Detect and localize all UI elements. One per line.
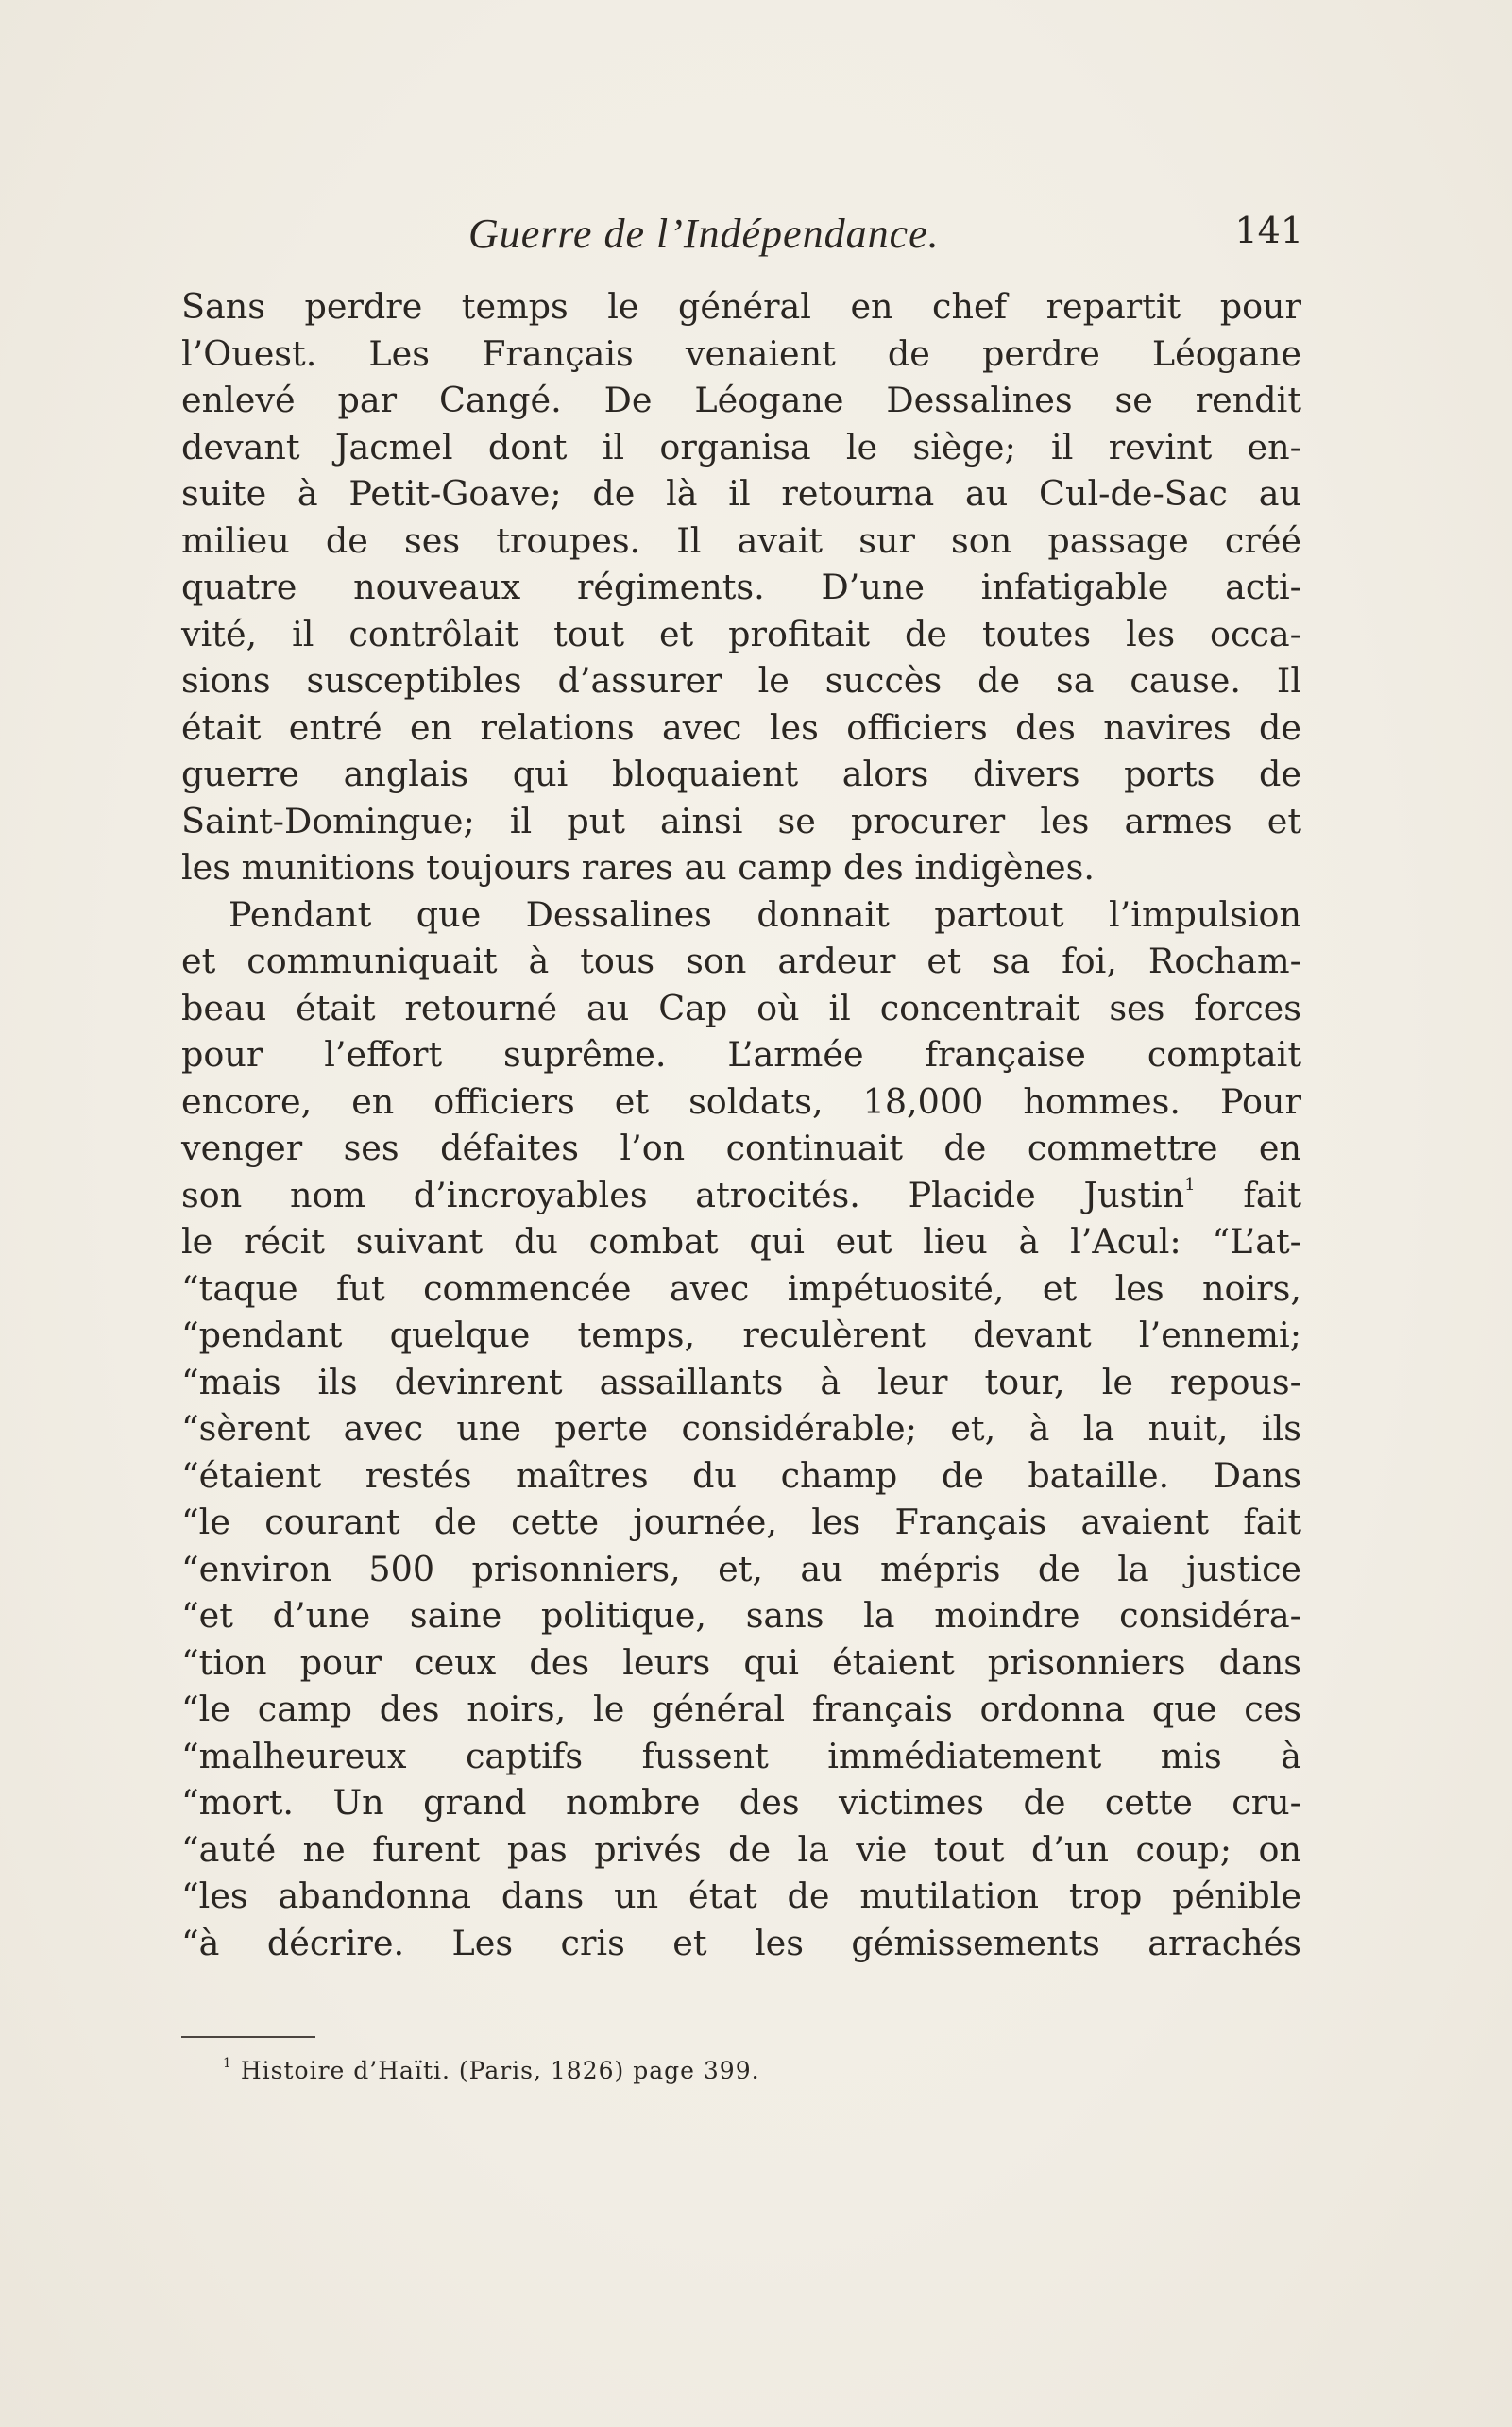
text-segment: fait <box>1243 1174 1301 1215</box>
text-line: venger ses défaites l’on continuait de commettre en <box>181 1128 1301 1168</box>
running-title: Guerre de l’Indépendance. <box>468 211 940 257</box>
page-header <box>179 210 1303 263</box>
footnote <box>223 2057 760 2084</box>
text-line: l’Ouest. Les Français venaient de perdre Léogane <box>181 332 1301 374</box>
text-line: devant Jacmel dont il organisa le siège; il revint en- <box>181 426 1301 467</box>
body-text <box>181 283 1301 1966</box>
text-line: et communiquait à tous son ardeur et sa foi, Rocham- <box>181 941 1301 981</box>
footnote-text: Histoire d’Haïti. (Paris, 1826) page 399. <box>240 2057 760 2084</box>
text-line: “pendant quelque temps, reculèrent devant l’ennemi; <box>181 1315 1301 1355</box>
text-line: les munitions toujours rares au camp des indigènes. <box>181 847 1095 888</box>
page-number: 141 <box>1234 210 1303 251</box>
text-line: “environ 500 prisonniers, et, au mépris de la justice <box>181 1548 1301 1589</box>
text-line: milieu de ses troupes. Il avait sur son passage créé <box>181 519 1301 561</box>
footnote-reference: 1 <box>1184 1174 1196 1195</box>
text-line: “auté ne furent pas privés de la vie tout d’un coup; on <box>181 1828 1301 1870</box>
text-line: “mort. Un grand nombre des victimes de cette cru- <box>181 1782 1301 1823</box>
footnote-divider <box>181 2036 315 2038</box>
text-line: “taque fut commencée avec impétuosité, et les noirs, <box>181 1267 1301 1309</box>
text-segment: son nom d’incroyables atrocités. Placide Justin <box>181 1174 1185 1215</box>
text-line: “étaient restés maîtres du champ de bataille. Dans <box>181 1454 1301 1496</box>
text-line: “et d’une saine politique, sans la moindre considéra- <box>181 1595 1301 1636</box>
text-line: Pendant que Dessalines donnait partout l’impulsion <box>229 893 1301 935</box>
text-line: “mais ils devinrent assaillants à leur tour, le repous- <box>181 1361 1301 1402</box>
text-line: suite à Petit-Goave; de là il retourna au Cul-de-Sac au <box>181 473 1301 514</box>
text-line: “sèrent avec une perte considérable; et, à la nuit, ils <box>181 1408 1301 1449</box>
text-line: guerre anglais qui bloquaient alors divers ports de <box>181 754 1301 794</box>
text-line-with-footnote <box>181 1172 1301 1219</box>
text-line: “les abandonna dans un état de mutilation trop pénible <box>181 1875 1301 1916</box>
text-line: pour l’effort suprême. L’armée française comptait <box>181 1034 1301 1075</box>
text-line: sions susceptibles d’assurer le succès de sa cause. Il <box>181 660 1301 701</box>
text-line: vité, il contrôlait tout et profitait de toutes les occa- <box>181 613 1301 654</box>
text-line: “à décrire. Les cris et les gémissements arrachés <box>181 1922 1301 1963</box>
text-line: “le camp des noirs, le général français ordonna que ces <box>181 1689 1301 1729</box>
text-line: le récit suivant du combat qui eut lieu à l’Acul: “L’at- <box>181 1221 1301 1262</box>
text-line: Saint-Domingue; il put ainsi se procurer les armes et <box>181 800 1301 841</box>
text-line: “tion pour ceux des leurs qui étaient prisonniers dans <box>181 1641 1301 1683</box>
text-line: “le courant de cette journée, les Français avaient fait <box>181 1502 1301 1542</box>
text-line: enlevé par Cangé. De Léogane Dessalines se rendit <box>181 380 1301 420</box>
text-line: encore, en officiers et soldats, 18,000 hommes. Pour <box>181 1080 1301 1122</box>
text-line: quatre nouveaux régiments. D’une infatigable acti- <box>181 567 1301 607</box>
text-line: était entré en relations avec les officiers des navires de <box>181 706 1301 748</box>
text-line: beau était retourné au Cap où il concentrait ses forces <box>181 987 1301 1028</box>
text-line: “malheureux captifs fussent immédiatement mis à <box>181 1735 1301 1776</box>
text-line: Sans perdre temps le général en chef repartit pour <box>181 286 1301 327</box>
footnote-marker: 1 <box>223 2056 232 2071</box>
